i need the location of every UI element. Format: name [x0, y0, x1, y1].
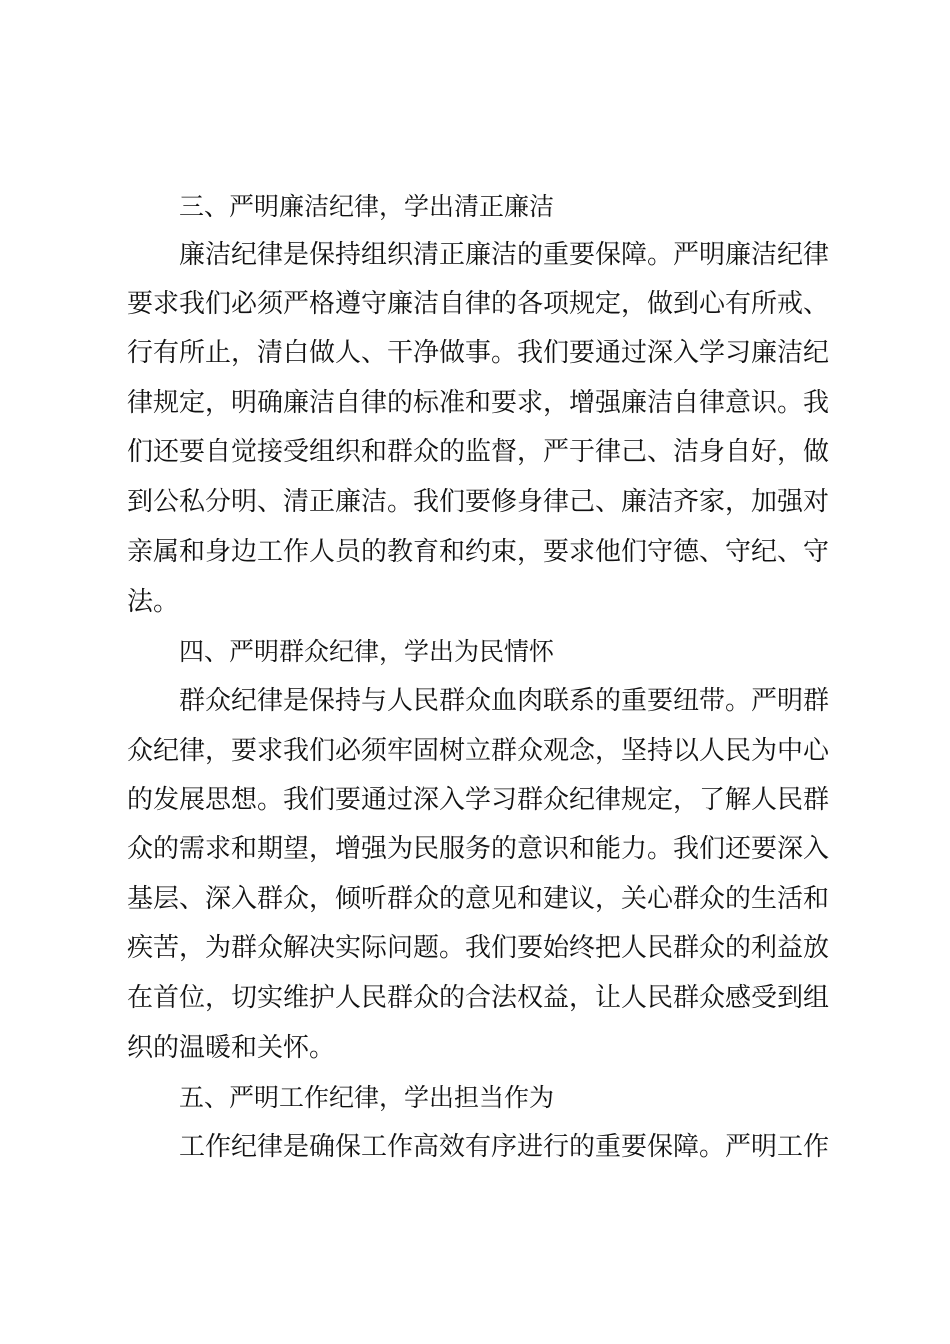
- section-heading: 四、严明群众纪律，学出为民情怀: [179, 637, 555, 666]
- paragraph-line: 众的需求和期望，增强为民服务的意识和能力。我们还要深入: [127, 834, 830, 864]
- paragraph-line: 们还要自觉接受组织和群众的监督，严于律己、洁身自好，做: [127, 437, 830, 467]
- paragraph-line: 疾苦，为群众解决实际问题。我们要始终把人民群众的利益放: [127, 933, 830, 963]
- paragraph-line: 在首位，切实维护人民群众的合法权益，让人民群众感受到组: [127, 983, 830, 1013]
- paragraph-line: 法。: [127, 587, 180, 617]
- paragraph-line: 工作纪律是确保工作高效有序进行的重要保障。严明工作: [179, 1132, 830, 1162]
- paragraph-line: 基层、深入群众，倾听群众的意见和建议，关心群众的生活和: [127, 884, 830, 914]
- paragraph-line: 众纪律，要求我们必须牢固树立群众观念，坚持以人民为中心: [127, 736, 830, 766]
- paragraph-line: 到公私分明、清正廉洁。我们要修身律己、廉洁齐家，加强对: [127, 487, 830, 517]
- section-heading: 五、严明工作纪律，学出担当作为: [179, 1083, 555, 1112]
- paragraph-line: 织的温暖和关怀。: [127, 1033, 336, 1063]
- section-heading: 三、严明廉洁纪律，学出清正廉洁: [179, 192, 555, 221]
- paragraph-line: 律规定，明确廉洁自律的标准和要求，增强廉洁自律意识。我: [127, 388, 830, 418]
- paragraph-line: 亲属和身边工作人员的教育和约束，要求他们守德、守纪、守: [127, 537, 830, 567]
- paragraph-line: 廉洁纪律是保持组织清正廉洁的重要保障。严明廉洁纪律: [179, 240, 830, 270]
- paragraph-line: 行有所止，清白做人、干净做事。我们要通过深入学习廉洁纪: [127, 338, 830, 368]
- paragraph-line: 群众纪律是保持与人民群众血肉联系的重要纽带。严明群: [179, 686, 830, 716]
- paragraph-line: 的发展思想。我们要通过深入学习群众纪律规定，了解人民群: [127, 785, 830, 815]
- paragraph-line: 要求我们必须严格遵守廉洁自律的各项规定，做到心有所戒、: [127, 289, 830, 319]
